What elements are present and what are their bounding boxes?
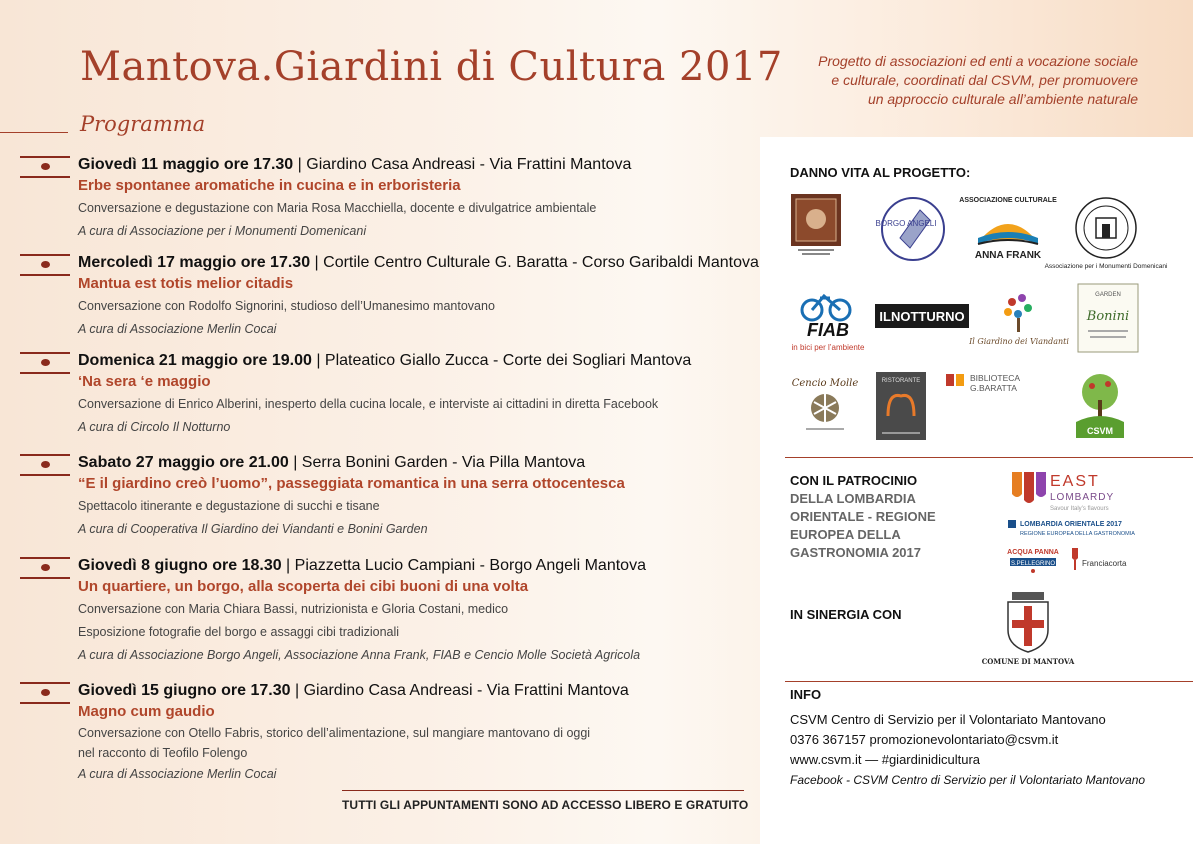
event-desc: Conversazione con Maria Chiara Bassi, nutrizionista e Gloria Costani, medico	[78, 602, 509, 616]
merlin-cocai-logo	[790, 193, 842, 257]
info-web: www.csvm.it — #giardinidicultura	[790, 752, 981, 767]
tagline-line: e culturale, coordinati dal CSVM, per promuovere	[831, 72, 1138, 88]
event-title: Magno cum gaudio	[78, 703, 215, 720]
bonini-text: Bonini	[1086, 309, 1130, 324]
acqua-panna-text: ACQUA PANNA	[1007, 549, 1059, 556]
event-list	[20, 154, 759, 786]
event-desc: nel racconto di Teofilo Folengo	[78, 746, 248, 760]
regione-text: REGIONE EUROPEA DELLA GASTRONOMIA	[1020, 531, 1135, 537]
domenicani-logo	[1044, 192, 1168, 278]
event-curator: A cura di Cooperativa Il Giardino dei Viandanti e Bonini Garden	[78, 522, 428, 536]
bullet-icon	[20, 156, 70, 178]
tagline	[758, 52, 1138, 109]
event-item	[20, 154, 750, 252]
info-contact: 0376 367157 promozionevolontariato@csvm.it	[790, 732, 1059, 747]
event-desc: Esposizione fotografie del borgo e assaggi cibi tradizionali	[78, 625, 400, 639]
info-block	[790, 710, 1170, 790]
event-header	[78, 452, 750, 473]
event-title: Erbe spontanee aromatiche in cucina e in erboristeria	[78, 177, 461, 194]
event-desc: Conversazione con Rodolfo Signorini, studioso dell’Umanesimo mantovano	[78, 299, 495, 313]
event-place: | Giardino Casa Andreasi - Via Frattini Mantova	[290, 682, 629, 699]
cencio-molle-logo	[790, 372, 860, 438]
event-place: | Cortile Centro Culturale G. Baratta - Corso Garibaldi Mantova	[310, 254, 759, 271]
ristorante-logo	[876, 372, 926, 440]
event-header	[78, 252, 759, 273]
event-curator: A cura di Associazione Merlin Cocai	[78, 767, 277, 781]
fiab-text: FIAB	[807, 320, 849, 340]
csvm-text: CSVM	[1086, 426, 1114, 436]
event-header	[78, 350, 750, 371]
notturno-text: ILNOTTURNO	[879, 309, 965, 324]
pellegrino-text: S.PELLEGRINO	[1010, 561, 1056, 567]
event-place: | Giardino Casa Andreasi - Via Frattini Mantova	[293, 156, 632, 173]
east-lombardy-logo	[1008, 470, 1128, 514]
event-date: Giovedì 8 giugno ore 18.30	[78, 557, 282, 574]
patronage-text	[790, 472, 970, 562]
comune-text: COMUNE DI MANTOVA	[981, 657, 1075, 666]
fiab-logo	[790, 290, 866, 356]
event-title: ‘Na sera ‘e maggio	[78, 373, 211, 390]
page-title: Mantova.Giardini di Cultura 2017	[80, 44, 783, 90]
footer-note: TUTTI GLI APPUNTAMENTI SONO AD ACCESSO LIBERO E GRATUITO	[342, 798, 749, 812]
section-divider	[785, 457, 1193, 458]
event-item	[20, 555, 750, 680]
info-facebook: Facebook - CSVM Centro di Servizio per il Volontariato Mantovano	[790, 773, 1146, 787]
event-curator: A cura di Associazione Merlin Cocai	[78, 322, 277, 336]
event-date: Domenica 21 maggio ore 19.00	[78, 352, 312, 369]
patronage-heading: CON IL PATROCINIO	[790, 473, 918, 488]
event-item	[20, 252, 759, 350]
borgo-angeli-text: BORGO ANGELI	[875, 219, 937, 228]
page-subtitle: Programma	[80, 112, 206, 136]
synergy-heading: IN SINERGIA CON	[790, 607, 902, 622]
tagline-line: un approccio culturale all’ambiente naturale	[867, 91, 1138, 107]
baratta-text: G.BARATTA	[970, 383, 1017, 393]
biblioteca-baratta-logo	[946, 372, 1056, 394]
bullet-icon	[20, 557, 70, 579]
event-desc: Conversazione e degustazione con Maria Rosa Macchiella, docente e divulgatrice ambientale	[78, 201, 597, 215]
event-item	[20, 452, 750, 555]
acqua-panna-logo	[1008, 544, 1058, 574]
event-title: Un quartiere, un borgo, alla scoperta dei cibi buoni di una volta	[78, 578, 529, 595]
event-place: | Piazzetta Lucio Campiani - Borgo Angeli Mantova	[281, 557, 646, 574]
bullet-icon	[20, 254, 70, 276]
event-place: | Serra Bonini Garden - Via Pilla Mantova	[288, 454, 586, 471]
east-text: EAST	[1050, 473, 1100, 490]
comune-mantova-logo	[981, 590, 1075, 668]
footer-rule	[342, 790, 744, 791]
ristorante-text: RISTORANTE	[881, 378, 921, 384]
event-place: | Plateatico Giallo Zucca - Corte dei Sogliari Mantova	[311, 352, 692, 369]
info-heading: INFO	[790, 687, 822, 702]
event-curator: A cura di Circolo Il Notturno	[78, 420, 231, 434]
info-org: CSVM Centro di Servizio per il Volontariato Mantovano	[790, 712, 1106, 727]
bonini-logo	[1078, 284, 1138, 352]
event-header	[78, 555, 750, 576]
patronage-rest: DELLA LOMBARDIA ORIENTALE - REGIONE EUROPEA DELLA GASTRONOMIA 2017	[790, 491, 936, 560]
bullet-icon	[20, 682, 70, 704]
biblioteca-text: BIBLIOTECA	[970, 373, 1021, 383]
event-title: Mantua est totis melior citadis	[78, 275, 294, 292]
section-divider	[785, 681, 1193, 682]
domenicani-text: Associazione per i Monumenti Domenicani	[1044, 263, 1168, 270]
event-curator: A cura di Associazione per i Monumenti Domenicani	[78, 224, 367, 238]
event-desc: Conversazione di Enrico Alberini, inesperto della cucina locale, e interviste ai cittadini in diretta Facebook	[78, 397, 659, 411]
lombardia-orientale-logo	[1008, 518, 1135, 538]
anna-frank-logo	[959, 192, 1057, 262]
bullet-icon	[20, 352, 70, 374]
csvm-logo	[1070, 370, 1130, 440]
event-date: Giovedì 11 maggio ore 17.30	[78, 156, 294, 173]
event-date: Giovedì 15 giugno ore 17.30	[78, 682, 291, 699]
event-date: Sabato 27 maggio ore 21.00	[78, 454, 289, 471]
franciacorta-logo	[1068, 544, 1127, 574]
notturno-logo	[875, 304, 969, 328]
event-curator: A cura di Associazione Borgo Angeli, Associazione Anna Frank, FIAB e Cencio Molle Società Agricola	[78, 648, 641, 662]
bonini-top-text: GARDEN	[1095, 292, 1121, 298]
fiab-sub-text: in bici per l’ambiente	[791, 343, 865, 352]
event-item	[20, 680, 750, 786]
event-header	[78, 680, 750, 701]
lombardy-text: LOMBARDY	[1050, 492, 1115, 503]
event-desc: Conversazione con Otello Fabris, storico dell’alimentazione, sul mangiare mantovano di oggi	[78, 726, 591, 740]
event-header	[78, 154, 750, 175]
event-item	[20, 350, 750, 452]
franciacorta-text: Franciacorta	[1082, 559, 1127, 568]
anna-frank-top-text: ASSOCIAZIONE CULTURALE	[959, 197, 1057, 204]
viandanti-logo	[969, 290, 1069, 356]
cencio-text: Cencio Molle	[791, 378, 859, 389]
subtitle-rule	[0, 132, 68, 133]
event-desc: Spettacolo itinerante e degustazione di succhi e tisane	[78, 499, 380, 513]
lombardy-sub-text: Savour Italy’s flavours	[1050, 506, 1109, 512]
viandanti-text: Il Giardino dei Viandanti	[969, 337, 1069, 346]
lombardia-orientale-text: LOMBARDIA ORIENTALE 2017	[1020, 521, 1122, 528]
tagline-line: Progetto di associazioni ed enti a vocazione sociale	[818, 53, 1138, 69]
bullet-icon	[20, 454, 70, 476]
event-title: “E il giardino creò l’uomo”, passeggiata romantica in una serra ottocentesca	[78, 475, 625, 492]
event-date: Mercoledì 17 maggio ore 17.30	[78, 254, 311, 271]
borgo-angeli-logo	[875, 196, 946, 262]
anna-frank-text: ANNA FRANK	[974, 250, 1042, 261]
sponsors-heading: DANNO VITA AL PROGETTO:	[790, 165, 971, 180]
